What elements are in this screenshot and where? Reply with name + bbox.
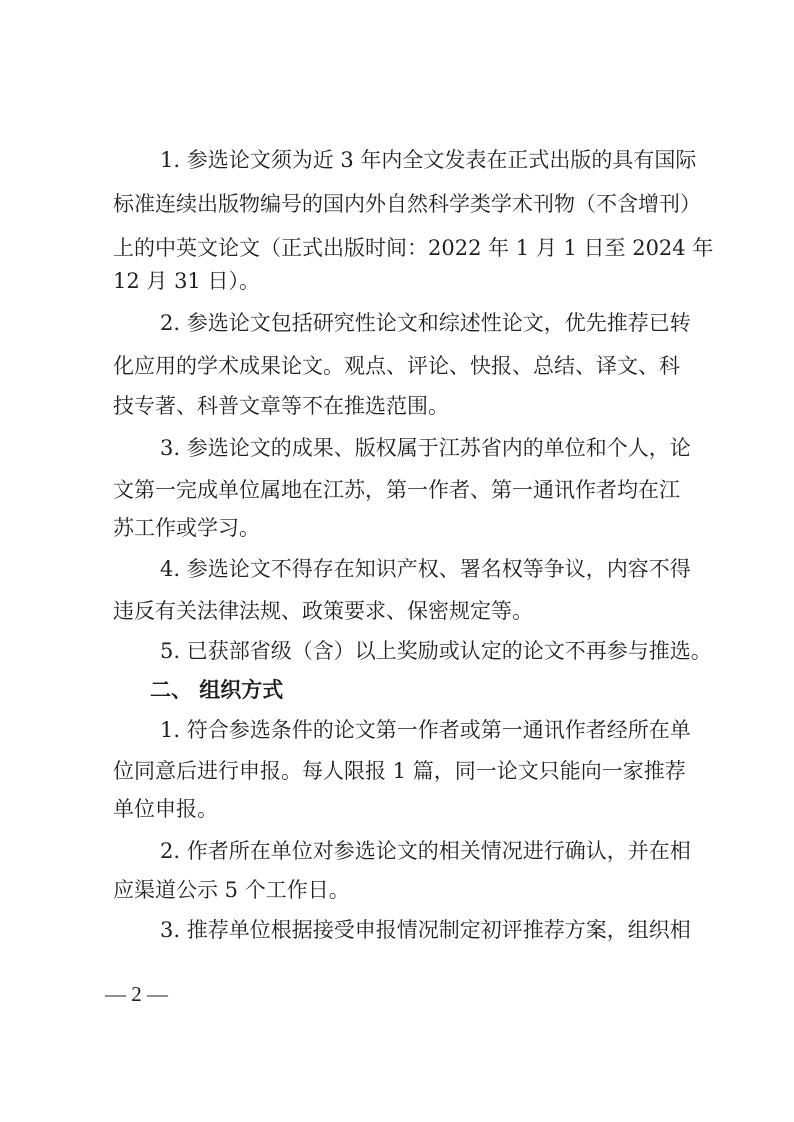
paragraph-5-line-1: 5. 已获部省级（含）以上奖励或认定的论文不再参与推选。 <box>160 639 712 663</box>
section-heading: 二、 组织方式 <box>150 678 284 702</box>
paragraph-3-line-1: 3. 参选论文的成果、版权属于江苏省内的单位和个人，论 <box>160 436 691 460</box>
paragraph-6-line-2: 位同意后进行申报。每人限报 1 篇，同一论文只能向一家推荐 <box>113 759 686 783</box>
paragraph-3-line-2: 文第一完成单位属地在江苏，第一作者、第一通讯作者均在江 <box>113 478 680 502</box>
paragraph-3-line-3: 苏工作或学习。 <box>113 516 260 540</box>
paragraph-1-line-2: 标准连续出版物编号的国内外自然科学类学术刊物（不含增刊） <box>113 192 701 216</box>
paragraph-4-line-2: 违反有关法律法规、政策要求、保密规定等。 <box>113 599 533 623</box>
paragraph-7-line-2: 应渠道公示 5 个工作日。 <box>113 878 350 902</box>
paragraph-1-line-1: 1. 参选论文须为近 3 年内全文发表在正式出版的具有国际 <box>160 148 697 172</box>
paragraph-2-line-2: 化应用的学术成果论文。观点、评论、快报、总结、译文、科 <box>113 354 680 378</box>
paragraph-2-line-1: 2. 参选论文包括研究性论文和综述性论文，优先推荐已转 <box>160 311 691 335</box>
paragraph-1-line-4: 12 月 31 日）。 <box>113 269 260 293</box>
page-number: — 2 — <box>105 982 168 1006</box>
paragraph-7-line-1: 2. 作者所在单位对参选论文的相关情况进行确认，并在相 <box>160 839 691 863</box>
paragraph-2-line-3: 技专著、科普文章等不在推选范围。 <box>113 394 449 418</box>
paragraph-8-line-1: 3. 推荐单位根据接受申报情况制定初评推荐方案，组织相 <box>160 918 691 942</box>
paragraph-6-line-3: 单位申报。 <box>113 797 218 821</box>
paragraph-1-line-3: 上的中英文论文（正式出版时间：2022 年 1 月 1 日至 2024 年 <box>113 236 714 260</box>
paragraph-6-line-1: 1. 符合参选条件的论文第一作者或第一通讯作者经所在单 <box>160 718 691 742</box>
paragraph-4-line-1: 4. 参选论文不得存在知识产权、署名权等争议，内容不得 <box>160 557 691 581</box>
